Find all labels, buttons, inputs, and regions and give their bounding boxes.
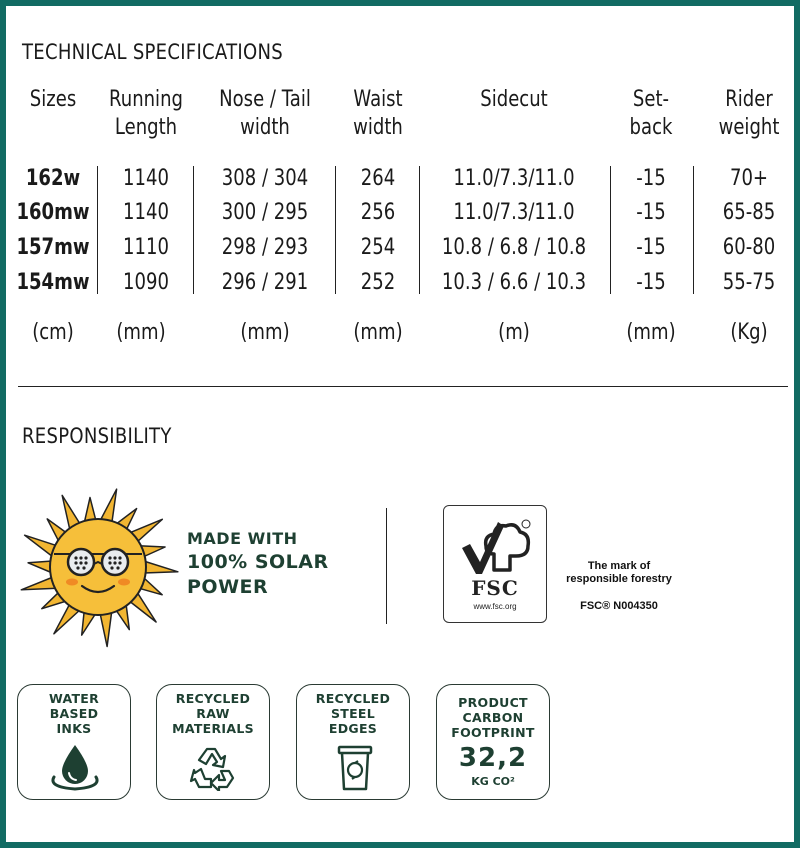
table-cell: 1140 [123,200,169,225]
solar-line-2: 100% SOLAR [187,551,329,573]
header-rider-weight: Rider weight [718,87,780,140]
col-separator [193,166,194,294]
table-cell: 65-85 [722,200,776,225]
tech-spec-title: TECHNICAL SPECIFICATIONS [22,40,283,64]
recycle-icon [189,743,239,791]
table-cell: -15 [636,235,666,260]
table-cell: -15 [636,200,666,225]
sun-with-sunglasses-icon [14,486,182,648]
table-cell: 308 / 304 [221,166,309,191]
table-cell: -15 [636,166,666,191]
table-cell: 1090 [123,270,169,295]
table-cell: 252 [360,270,396,295]
table-cell: 11.0/7.3/11.0 [453,166,575,191]
badge-label: PRODUCT CARBON FOOTPRINT [451,695,535,740]
water-drop-icon [48,743,102,793]
table-cell: 60-80 [722,235,776,260]
fsc-tree-check-icon [458,514,532,578]
header-waist-width: Waist width [353,87,403,140]
table-cell: 70+ [729,166,769,191]
table-cell: 10.3 / 6.6 / 10.3 [441,270,587,295]
col-separator [335,166,336,294]
carbon-footprint-unit: KG CO² [471,775,515,788]
badge-label: RECYCLED STEEL EDGES [315,691,391,736]
col-separator [419,166,420,294]
badge-water-based-inks [17,684,131,800]
table-cell: 256 [360,200,396,225]
header-sidecut: Sidecut [480,87,548,112]
badge-recycled-steel-edges [296,684,410,800]
table-cell-size: 160mw [16,200,90,225]
unit-label: (m) [498,320,530,345]
table-cell: 298 / 293 [221,235,309,260]
table-cell: 264 [360,166,396,191]
header-nose-tail-width: Nose / Tail width [219,87,311,140]
section-divider [18,386,788,387]
solar-fsc-divider [386,508,387,624]
responsibility-title: RESPONSIBILITY [22,424,172,448]
unit-label: (mm) [353,320,403,345]
unit-label: (mm) [626,320,676,345]
fsc-logo [443,505,547,623]
fsc-license-code: FSC® N004350 [580,600,658,612]
table-cell: 300 / 295 [221,200,309,225]
table-cell: -15 [636,270,666,295]
table-cell-size: 154mw [16,270,90,295]
fsc-url: www.fsc.org [473,602,517,611]
carbon-footprint-value: 32,2 [458,743,528,773]
recycle-bin-icon [335,743,375,793]
fsc-caption: The mark of responsible forestry [566,560,672,585]
header-setback: Set- back [629,87,673,140]
table-cell-size: 157mw [16,235,90,260]
table-cell: 296 / 291 [221,270,309,295]
solar-line-1: MADE WITH [187,529,298,548]
header-sizes: Sizes [29,87,77,112]
col-separator [97,166,98,294]
table-cell: 10.8 / 6.8 / 10.8 [441,235,587,260]
table-cell-size: 162w [25,166,81,191]
table-cell: 1110 [123,235,169,260]
col-separator [610,166,611,294]
table-cell: 254 [360,235,396,260]
unit-label: (mm) [240,320,290,345]
table-cell: 55-75 [722,270,776,295]
badge-label: RECYCLED RAW MATERIALS [172,691,254,736]
solar-line-3: POWER [187,576,269,598]
badge-carbon-footprint [436,684,550,800]
fsc-logo-text: FSC [471,576,519,600]
col-separator [693,166,694,294]
solar-power-text [187,528,377,600]
unit-label: (cm) [32,320,74,345]
unit-label: (Kg) [730,320,768,345]
table-cell: 1140 [123,166,169,191]
unit-label: (mm) [116,320,166,345]
header-running-length: Running Length [109,87,183,140]
badge-recycled-raw-materials [156,684,270,800]
badge-label: WATER BASED INKS [48,691,100,736]
table-cell: 11.0/7.3/11.0 [453,200,575,225]
